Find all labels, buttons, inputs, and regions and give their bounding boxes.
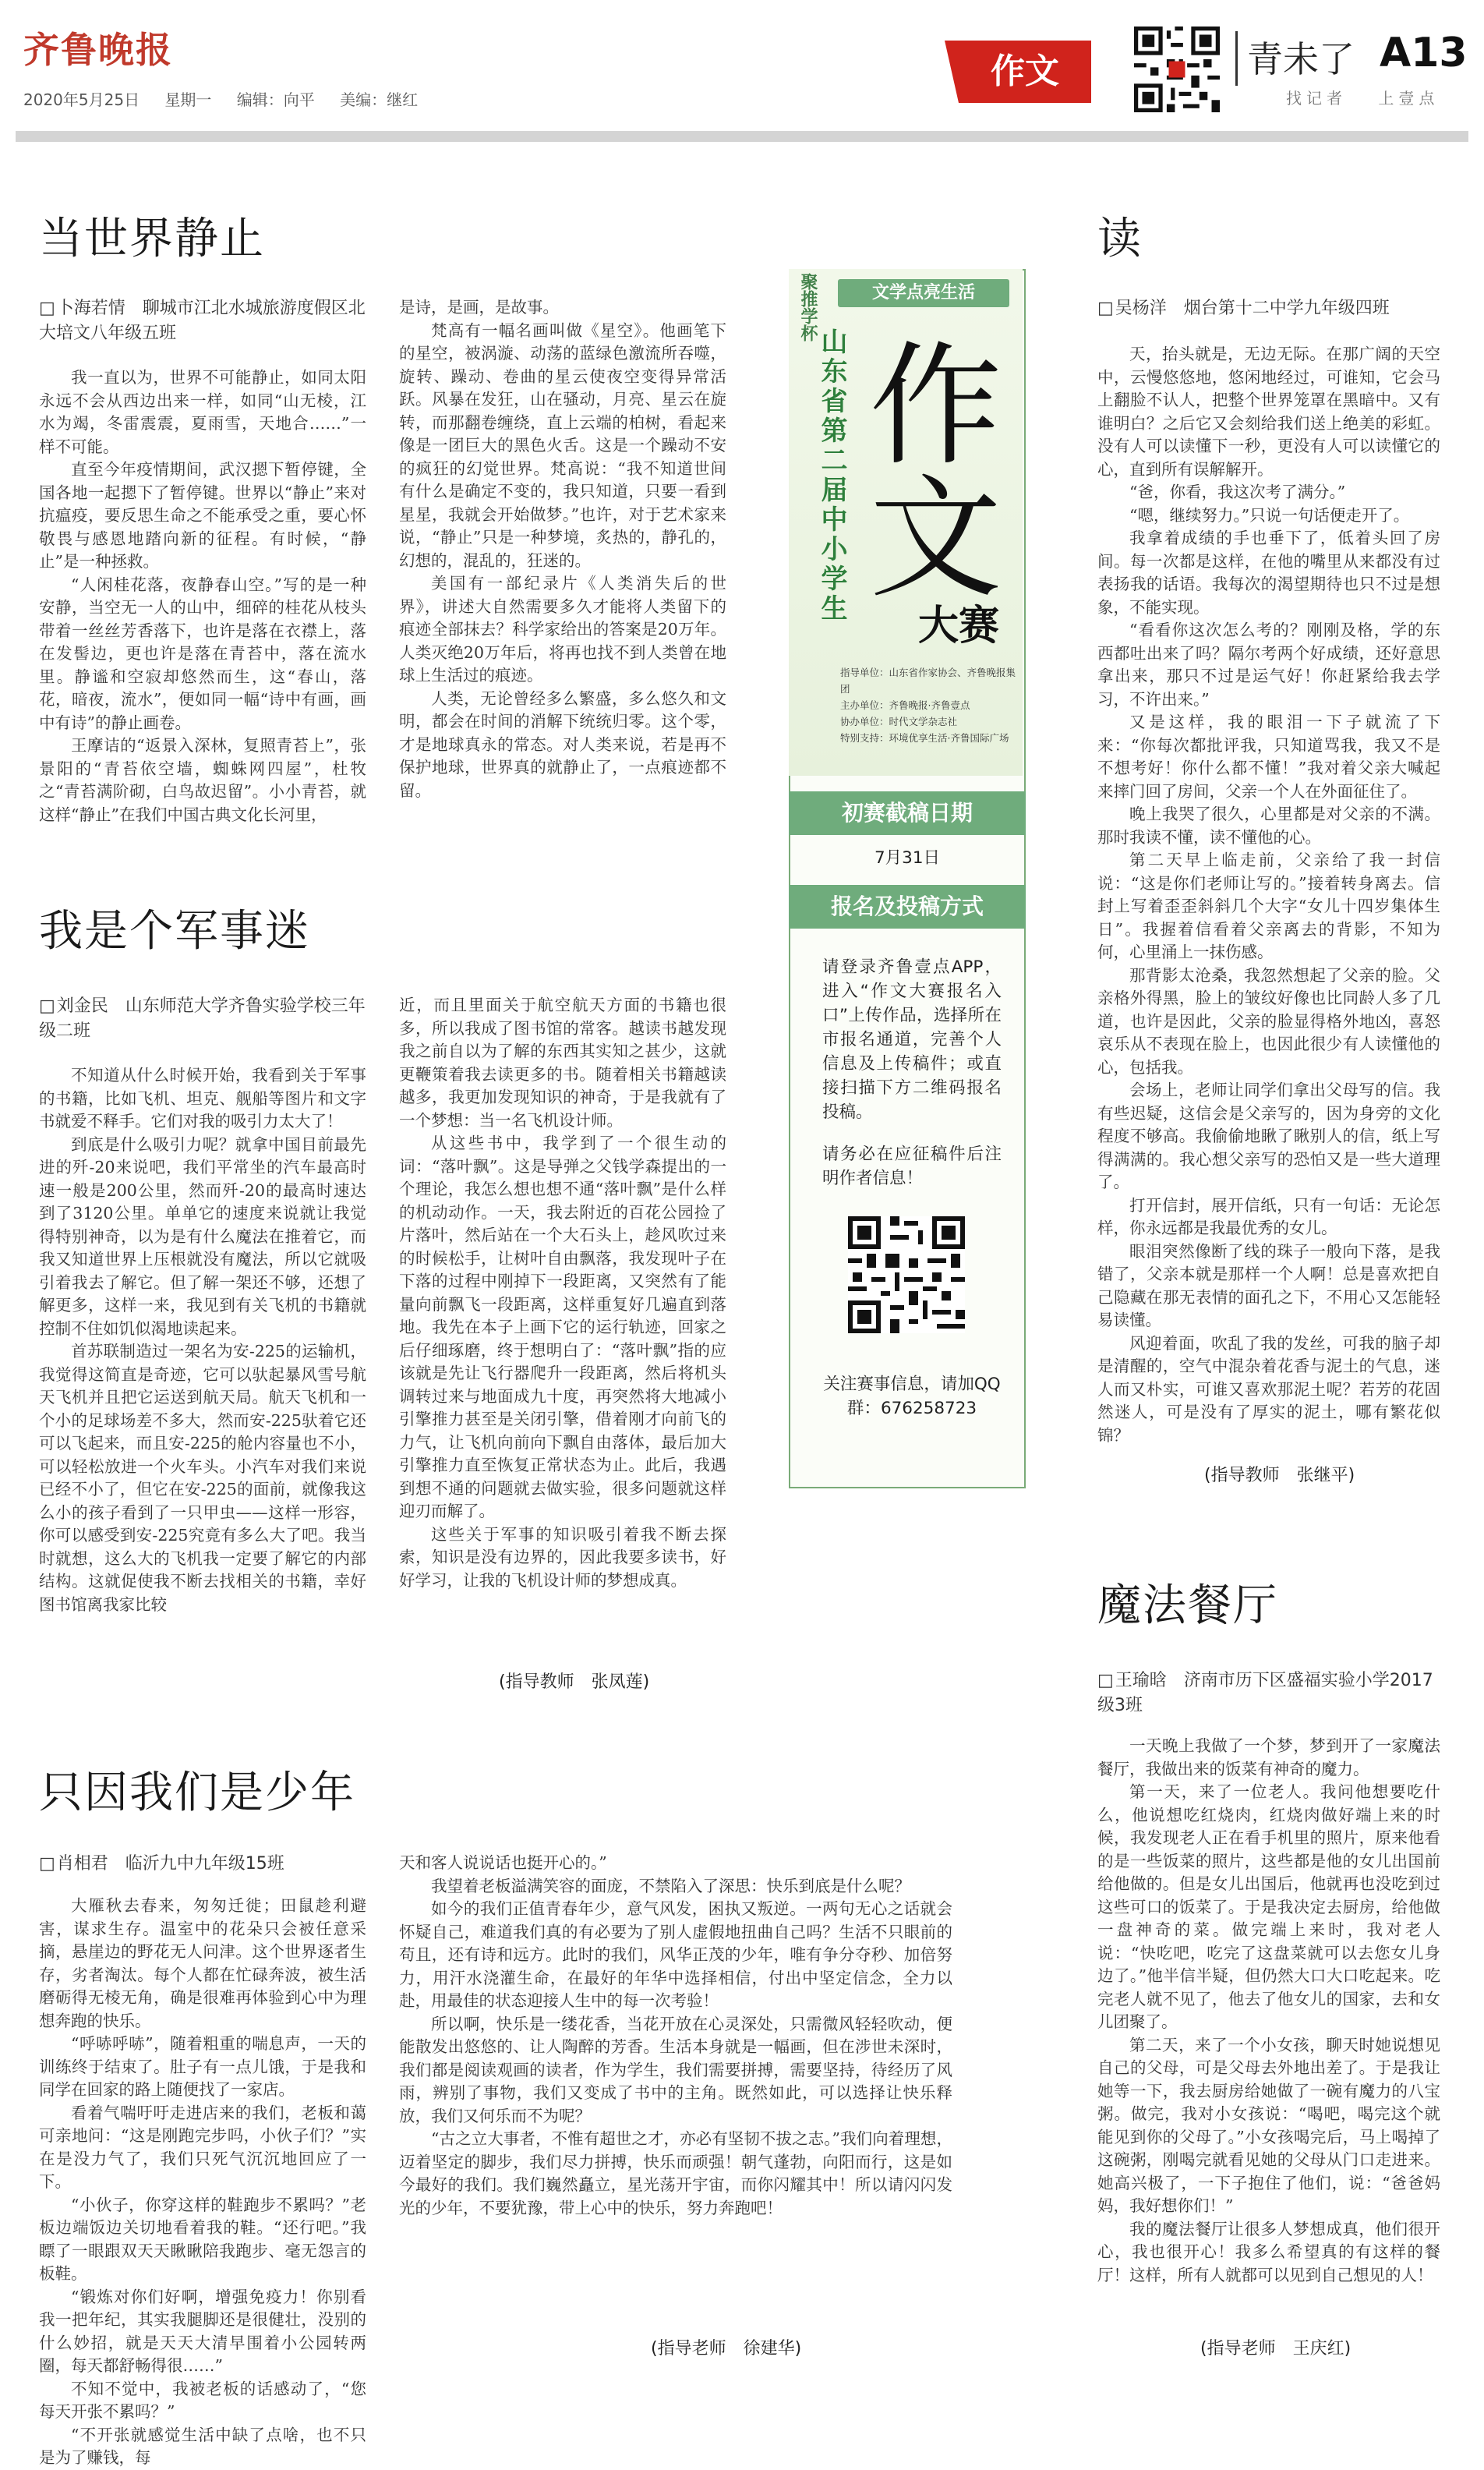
issue-weekday: 星期一	[164, 90, 212, 109]
paragraph: 第一天，来了一位老人。我问他想要吃什么，他说想吃红烧肉，红烧肉做好端上来的时候，我发现老人正在看手机里的照片，原来他看的是一些饭菜的照片，这些都是他的女儿出国前给他做的。但是女儿出国后，他就再也没吃到过这些可口的饭菜了。于是我决定去厨房，给他做一盘神奇的菜。做完端上来时，我对老人说：“快吃吧，吃完了这盘菜就可以去您女儿身边了。”他半信半疑，但仍然大口大口吃起来。吃完老人就不见了，他去了他女儿的国家，去和女儿团聚了。	[1097, 1782, 1440, 2031]
header-divider	[1235, 31, 1238, 86]
paragraph: 首苏联制造过一架名为安-225的运输机，我觉得这简直是奇迹，它可以驮起暴风雪号航天飞机并且把它运送到航天局。航天飞机和一个小的足球场差不多大，然而安-225驮着它还可以飞起来，而且安-225的舱内容量也不小，可以轻松放进一个火车头。小汽车对我们来说已经不小了，但它在安-225的面前，就像我这么小的孩子看到了一只甲虫——这样一形容，你可以感受到安-225究竟有多么大了吧。我当时就想，这么大的飞机我一定要了解它的内部结构。这就促使我不断去找相关的书籍，幸好图书馆离我家比较	[39, 1342, 366, 1614]
paragraph: 一天晚上我做了一个梦，梦到开了一家魔法餐厅，我做出来的饭菜有神奇的魔力。	[1097, 1736, 1440, 1778]
paragraph: 眼泪突然像断了线的珠子一般向下落，是我错了，父亲本就是那样一个人啊！总是喜欢把自己隐藏在那无表情的面孔之下，不用心又怎能轻易读懂。	[1097, 1241, 1440, 1329]
header-rule	[16, 131, 1468, 142]
paragraph: 晚上我哭了很久，心里都是对父亲的不满。那时我读不懂，读不懂他的心。	[1097, 805, 1440, 847]
paragraph: 从这些书中，我学到了一个很生动的词：“落叶飘”。这是导弹之父钱学森提出的一个理论，我怎么想也想不通“落叶飘”是什么样的机动动作。一天，我去附近的百花公园捡了片落叶，然后站在一个大石头上，趁风吹过来的时候松手，让树叶自由飘落，我发现叶子在下落的过程中刚掉下一段距离，又突然有了能量向前飘飞一段距离，这样重复好几遍直到落地。我先在本子上画下它的运行轨迹，回家之后仔细琢磨，终于想明白了：“落叶飘”指的应该就是先让飞行器爬升一段距离，然后将机头调转过来与地面成九十度，再突然将大地减小引擎推力甚至是关闭引擎，借着刚才向前飞的力气，让飞机向前向下飘自由落体，最后加大引擎推力直至恢复正常状态为止。此后，我遇到想不通的问题就去做实验，很多问题就这样迎刃而解了。	[399, 1134, 726, 1520]
poster-brand: 聚推学杯	[798, 273, 818, 341]
paragraph: 天和客人说说话也挺开心的。”	[399, 1853, 607, 1872]
organizer-list	[840, 664, 1019, 746]
organizer-line: 指导单位：山东省作家协会、齐鲁晚报集团	[840, 667, 1016, 695]
article-body-col2	[399, 994, 726, 1592]
paragraph: 不知不觉中，我被老板的话感动了，“您每天开张不累吗？”	[39, 2379, 366, 2421]
paragraph: “小伙子，你穿这样的鞋跑步不累吗？”老板边端饭边关切地看着我的鞋。“还行吧。”我瞟了一眼跟双天天瞅瞅陪我跑步、毫无怨言的板鞋。	[39, 2195, 366, 2283]
teacher-credit: (指导老师 王庆红)	[1200, 2339, 1352, 2359]
qq-number: 676258723	[880, 1399, 977, 1418]
paragraph: 第二天，来了一个小女孩，聊天时她说想见自己的父母，可是父母去外地出差了。于是我让她等一下，我去厨房给她做了一碗有魔力的八宝粥。做完，我对小女孩说：“喝吧，喝完这个就能见到你的父母了。”小女孩喝完后，马上喝掉了这碗粥，刚喝完就看见她的父母从门口走进来。她高兴极了，一下子抱住了他们，说：“爸爸妈妈，我好想你们！”	[1097, 2035, 1440, 2215]
article-title: 只因我们是少年	[39, 1768, 355, 1818]
teacher-credit: (指导教师 张凤莲)	[499, 1672, 650, 1692]
contest-qr-code[interactable]	[848, 1216, 965, 1333]
paragraph: 天，抬头就是，无边无际。在那广阔的天空中，云慢悠悠地，悠闲地经过，可谁知，它会马上翻脸不认人，把整个世界笼罩在黑暗中。又有谁明白？之后它又会刻给我们送上绝美的彩虹。没有人可以读懂下一秒，更没有人可以读懂它的心，直到所有误解解开。	[1097, 345, 1440, 479]
paragraph: 我拿着成绩的手也垂下了，低着头回了房间。每一次都是这样，在他的嘴里从来都没有过表扬我的话语。我每次的渴望期待也只不过是想象，不能实现。	[1097, 529, 1440, 617]
paragraph: 我望着老板溢满笑容的面庞，不禁陷入了深思：快乐到底是什么呢？	[431, 1876, 910, 1895]
paragraph: 王摩诘的“返景入深林，复照青苔上”，张景阳的“青苔依空墙，蜘蛛网四屋”，杜牧之“青苔满阶砌，白鸟故迟留”。小小青苔，就这样“静止”在我们中国古典文化长河里，	[39, 736, 366, 824]
editor-credit: 编辑：向平	[236, 90, 315, 109]
contest-name: 山东省第二届中小学生	[816, 327, 847, 624]
column-name: 青未了	[1247, 38, 1355, 80]
paragraph: “不开张就感觉生活中缺了点啥，也不只是为了赚钱，每	[39, 2425, 366, 2467]
paragraph: 美国有一部纪录片《人类消失后的世界》，讲述大自然需要多久才能将人类留下的痕迹全部抹去？科学家给出的答案是20万年。人类灭绝20万年后，将再也找不到人类曾在地球上生活过的痕迹。	[399, 574, 726, 685]
contest-big-title: 作文	[846, 335, 1001, 600]
paragraph: 我的魔法餐厅让很多人梦想成真，他们很开心，我也很开心！我多么希望真的有这样的餐厅！这样，所有人就都可以见到自己想见的人！	[1097, 2219, 1440, 2284]
article-body	[1097, 1735, 1440, 2287]
article-title: 魔法餐厅	[1097, 1580, 1278, 1631]
follow-info	[811, 1372, 1013, 1421]
newspaper-logo: 齐鲁晚报	[23, 29, 173, 71]
organizer-line: 主办单位：齐鲁晚报·齐鲁壹点	[840, 699, 970, 711]
reporter-line	[1286, 86, 1439, 108]
page-number: A13	[1380, 30, 1468, 76]
paragraph: “呼哧呼哧”，随着粗重的喘息声，一天的训练终于结束了。肚子有一点儿饿，于是我和同学在回家的路上随便找了一家店。	[39, 2034, 366, 2099]
article-body-col1	[39, 1064, 366, 1616]
designer-credit: 美编：继红	[340, 90, 419, 109]
paragraph: “爸，你看，我这次考了满分。”	[1129, 483, 1346, 501]
paragraph: 所以啊，快乐是一缕花香，当花开放在心灵深处，只需微风轻轻吹动，便能散发出悠悠的、让人陶醉的芳香。生活本身就是一幅画，但在涉世未深时，我们都是阅读观画的读者，作为学生，我们需要拼搏，需要坚持，待经历了风雨，辨别了事物，我们又变成了书中的主角。既然如此，可以选择让快乐释放，我们又何乐而不为呢？	[399, 2014, 952, 2125]
paragraph: 近，而且里面关于航空航天方面的书籍也很多，所以我成了图书馆的常客。越读书越发现我之前自以为了解的东西其实知之甚少，这就更鞭策着我去读更多的书。随着相关书籍越读越多，我更加发现知识的神奇，于是我就有了一个梦想：当一名飞机设计师。	[399, 996, 726, 1130]
issue-meta	[23, 87, 438, 110]
organizer-line: 协办单位：时代文学杂志社	[840, 716, 958, 727]
article-body-col2	[399, 1852, 952, 2220]
paragraph: 人类，无论曾经多么繁盛，多么悠久和文明，都会在时间的消解下统统归零。这个零，才是地球真永的常态。对人类来说，若是再不保护地球，世界真的就静止了，一点痕迹都不留。	[399, 688, 726, 800]
article-byline: □ 吴杨洋 烟台第十二中学九年级四班	[1097, 296, 1440, 321]
article-body-col1	[39, 1895, 366, 2470]
deadline-date: 7月31日	[874, 848, 941, 868]
paragraph: 我一直以为，世界不可能静止，如同太阳永远不会从西边出来一样，如同“山无棱，江水为竭，冬雷震震，夏雨雪，天地合……”一样不可能。	[39, 368, 366, 456]
article-byline: □ 肖相君 临沂九中九年级15班	[39, 1852, 366, 1877]
paragraph: 风迎着面，吹乱了我的发丝，可我的脑子却是清醒的，空气中混杂着花香与泥土的气息，迷人而又朴实，可谁又喜欢那泥土呢？若芳的花固然迷人，可是没有了厚实的泥土，哪有繁花似锦？	[1097, 1333, 1440, 1445]
paragraph: 到底是什么吸引力呢？就拿中国目前最先进的歼-20来说吧，我们平常坐的汽车最高时速一般是200公里，然而歼-20的最高时速达到了3120公里。单单它的速度来说就让我觉得特别神奇，以为是有什么魔法在推着它，而我又知道世界上压根就没有魔法，所以它就吸引着我去了解它。但了解一架还不够，还想了解更多，这样一来，我见到有关飞机的书籍就控制不住如饥似渴地读起来。	[39, 1134, 366, 1338]
article-body	[1097, 343, 1440, 1447]
qr-code-icon	[1134, 27, 1220, 112]
paragraph: 不知道从什么时候开始，我看到关于军事的书籍，比如飞机、坦克、舰船等图片和文字书就爱不释手。它们对我的吸引力太大了！	[39, 1066, 366, 1131]
paragraph: 会场上，老师让同学们拿出父母写的信。我有些迟疑，这信会是父亲写的，因为身旁的文化程度不够高。我偷偷地瞅了瞅别人的信，纸上写得满满的。我心想父亲写的恐怕又是一些大道理了。	[1097, 1081, 1440, 1191]
article-body-col1	[39, 366, 366, 826]
paragraph: 打开信封，展开信纸，只有一句话：无论怎样，你永远都是我最优秀的女儿。	[1097, 1195, 1440, 1237]
article-byline: □ 王瑜晗 济南市历下区盛福实验小学2017级3班	[1097, 1668, 1440, 1718]
follow-text: 关注赛事信息，请加QQ群：	[823, 1375, 1001, 1418]
paragraph: 是诗，是画，是故事。	[399, 298, 559, 317]
reporter-app: 上壹点	[1378, 89, 1440, 108]
paragraph: “锻炼对你们好啊，增强免疫力！你别看我一把年纪，其实我腿脚还是很健壮，没别的什么妙招，就是天天大清早围着小公园转两圈，每天都舒畅得很……”	[39, 2287, 366, 2375]
paragraph: 大雁秋去春来，匆匆迁徙；田鼠趁利避害，谋求生存。温室中的花朵只会被任意采摘，悬崖边的野花无人问津。这个世界逐者生存，劣者淘汰。每个人都在忙碌奔波，被生活磨砺得无棱无角，确是很难再体验到心中为理想奔跑的快乐。	[39, 1896, 366, 2030]
paragraph: “古之立大事者，不惟有超世之才，亦必有坚韧不拔之志。”我们向着理想，迈着坚定的脚步，我们尽力拼搏，快乐而顽强！朝气蓬勃，向阳而行，这是如今最好的我们。我们巍然矗立，星光荡开宇宙，而你闪耀其中！所以请闪闪发光的少年，不要犹豫，带上心中的快乐，努力奔跑吧！	[399, 2129, 952, 2217]
section-tag: 作文	[959, 41, 1091, 103]
teacher-credit: (指导老师 徐建华)	[651, 2339, 802, 2359]
article-title: 我是个军事迷	[39, 906, 310, 957]
submission-instructions: 请登录齐鲁壹点APP，进入“作文大赛报名入口”上传作品，选择所在市报名通道，完善个人信息及上传稿件；或直接扫描下方二维码报名投稿。	[822, 957, 1002, 1122]
issue-date: 2020年5月25日	[23, 90, 140, 109]
paragraph: 看着气喘吁吁走进店来的我们，老板和蔼可亲地问：“这是刚跑完步吗，小伙子们？”实在是没力气了，我们只死气沉沉地回应了一下。	[39, 2103, 366, 2191]
article-byline: □ 卜海若情 聊城市江北水城旅游度假区北大培文八年级五班	[39, 296, 366, 346]
submission-banner: 报名及投稿方式	[789, 885, 1026, 929]
paragraph: “嗯，继续努力。”只说一句话便走开了。	[1129, 505, 1410, 525]
contest-big-subtitle: 大赛	[918, 603, 1000, 649]
paragraph: 梵高有一幅名画叫做《星空》。他画笔下的星空，被涡漩、动荡的蓝绿色激流所吞噬，旋转、躁动、卷曲的星云使夜空变得异常活跃。风暴在发狂，山在骚动，月亮、星云在旋转，而那翻卷缠绕，直上云端的柏树，看起来像是一团巨大的黑色火舌。这是一个躁动不安的疯狂的幻觉世界。梵高说：“我不知道世间有什么是确定不变的，我只知道，只要一看到星星，我就会开始做梦。”也许，对于艺术家来说，“静止”只是一种梦境，炙热的，静孔的，幻想的，混乱的，狂迷的。	[399, 320, 726, 570]
paragraph: 这些关于军事的知识吸引着我不断去探索，知识是没有边界的，因此我要多读书，好好学习，让我的飞机设计师的梦想成真。	[399, 1524, 726, 1590]
paragraph: 又是这样，我的眼泪一下子就流了下来：“你每次都批评我，只知道骂我，我又不是不想考好！你什么都不懂！”我对着父亲大喊起来摔门回了房间，父亲一个人在外面征住了。	[1097, 713, 1440, 801]
reporter-label: 找记者	[1286, 89, 1347, 108]
paragraph: 第二天早上临走前，父亲给了我一封信说：“这是你们老师让写的。”接着转身离去。信封上写着歪歪斜斜几个大字“女儿十四岁集体生日”。我握着信看着父亲离去的背影，不知为何，心里涌上一抹伤感。	[1097, 851, 1440, 961]
article-title: 读	[1097, 214, 1143, 264]
author-info-note: 请务必在应征稿件后注明作者信息！	[822, 1145, 1002, 1188]
article-byline: □ 刘金民 山东师范大学齐鲁实验学校三年级二班	[39, 994, 366, 1044]
paragraph: “看看你这次怎么考的？刚刚及格，学的东西都吐出来了吗？隔尔考两个好成绩，还好意思拿出来，那只不过是运气好！你赶紧给我去学习，不许出来。”	[1097, 621, 1440, 709]
paragraph: 直至今年疫情期间，武汉摁下暂停键，全国各地一起摁下了暂停键。世界以“静止”来对抗瘟疫，要反思生命之不能承受之重，要心怀敬畏与感恩地踏向新的征程。有时候，“静止”是一种拯救。	[39, 460, 366, 571]
article-body-col2	[399, 296, 726, 802]
deadline-banner: 初赛截稿日期	[789, 791, 1026, 835]
teacher-credit: (指导教师 张继平)	[1204, 1466, 1355, 1485]
paragraph: “人闲桂花落，夜静春山空。”写的是一种安静，当空无一人的山中，细碎的桂花从枝头带着一丝丝芳香落下，也许是落在衣襟上，落在发髻边，更也许是落在青苔中，落在流水里。静谧和空寂却悠然而生，这“春山，落花，暗夜，流水”，便如同一幅“诗中有画，画中有诗”的静止画卷。	[39, 575, 366, 732]
poster-slogan: 文学点亮生活	[838, 279, 1009, 307]
organizer-line: 特别支持：环境优享生活·齐鲁国际广场	[840, 732, 1009, 744]
paragraph: 如今的我们正值青春年少，意气风发，困执又叛逆。一两句无心之话就会怀疑自己，难道我们真的有必要为了别人虚假地扭曲自己吗？生活不只眼前的苟且，还有诗和远方。此时的我们，风华正茂的少年，唯有争分夺秒、加倍努力，用汗水浇灌生命，在最好的年华中选择相信，付出中坚定信念，全力以赴，用最佳的状态迎接人生中的每一次考验！	[399, 1899, 952, 2010]
paragraph: 那背影太沧桑，我忽然想起了父亲的脸。父亲格外得黑，脸上的皱纹好像也比同龄人多了几道，也许是因此，父亲的脸显得格外地凶，喜怒哀乐从不表现在脸上，也因此很少有人读懂他的心，包括我。	[1097, 965, 1440, 1077]
article-title: 当世界静止	[39, 214, 265, 264]
